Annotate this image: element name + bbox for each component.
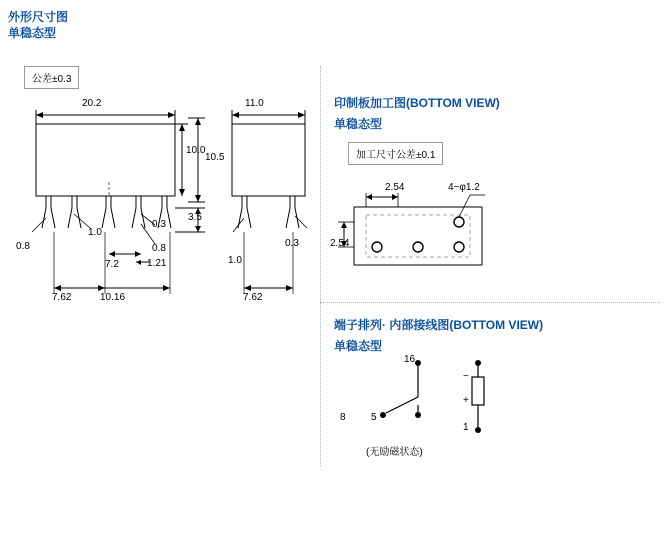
outline-dimensions-title-line2: 单稳态型 [8,26,57,40]
side-lead-width-left-label: 1.0 [228,255,242,266]
front-lead-width-right-label: 0.3 [152,219,166,230]
front-pitch-small-label: 7.2 [105,259,119,270]
front-lead-width-mid-label: 1.0 [88,227,102,238]
side-bottom-dim-label: 7.62 [243,292,263,303]
terminal-coil-plus-label: + [463,395,469,406]
terminal-title-line2: 单稳态型 [334,339,383,353]
front-height-inner-label: 10.0 [186,145,206,156]
front-pin-length-label: 3.5 [188,212,202,223]
front-height-outer-label: 10.5 [205,152,225,163]
terminal-pin1-label: 1 [463,422,469,433]
terminal-title-line1: 端子排列· 内部接线图(BOTTOM VIEW) [334,318,544,332]
terminal-note-label: (无励磁状态) [366,447,423,458]
side-lead-width-right-label: 0.3 [285,238,299,249]
front-lead-width-left-label: 0.8 [16,241,30,252]
pcb-drawing [330,175,530,285]
tolerance-box-left: 公差±0.3 [24,66,79,89]
side-view-drawing [215,92,325,312]
pcb-hole-note-label: 4−φ1.2 [448,182,480,193]
terminal-coil-minus-label: − [463,371,469,382]
side-top-dim-label: 11.0 [245,98,264,109]
vertical-divider [320,66,321,466]
terminal-pin16-label: 16 [404,354,416,365]
pcb-dim-top-label: 2.54 [385,182,405,193]
front-bottom-dim-left-label: 7.62 [52,292,72,303]
front-bottom-dim-right-label: 10.16 [100,292,126,303]
pcb-title-line1: 印制板加工图(BOTTOM VIEW) [334,96,500,110]
outline-dimensions-title-line1: 外形尺寸图 [8,10,69,24]
terminal-diagram [330,355,550,455]
terminal-pin5-label: 5 [371,412,377,423]
tolerance-box-pcb: 加工尺寸公差±0.1 [348,142,443,165]
front-top-dim-label: 20.2 [82,98,102,109]
front-view-drawing [10,92,220,312]
front-pitch-small2-label: 1.21 [147,258,167,269]
pcb-title-line2: 单稳态型 [334,117,383,131]
pcb-dim-left-label: 2.54 [330,238,350,249]
terminal-pin8-label: 8 [340,412,346,423]
front-lead-width-right2-label: 0.8 [152,243,166,254]
horizontal-divider [320,302,660,303]
